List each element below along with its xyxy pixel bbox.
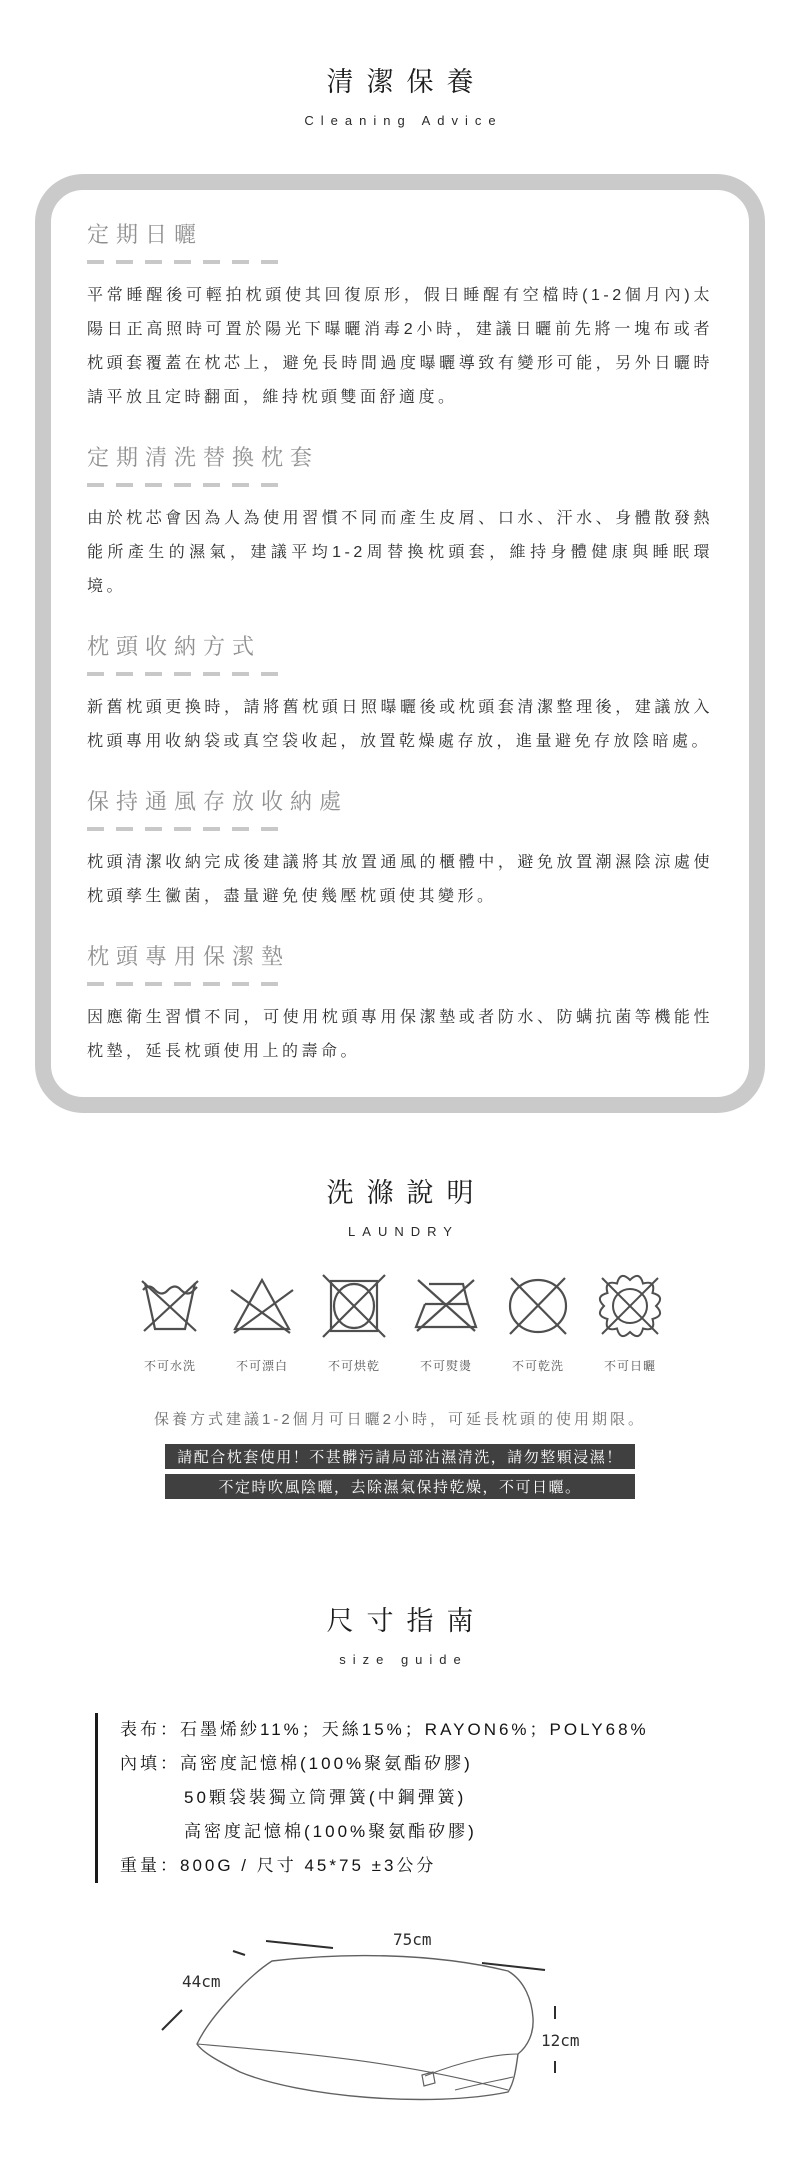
- laundry-icon-label: 不可烘乾: [327, 1359, 380, 1373]
- dimension-depth-label: 44cm: [182, 1972, 221, 1991]
- laundry-subtitle: LAUNDRY: [348, 1224, 459, 1239]
- spec-row-filling: [120, 1747, 800, 1781]
- dashed-divider: [87, 672, 279, 676]
- spec-value: 高密度記憶棉(100%聚氨酯矽膠): [184, 1822, 477, 1841]
- care-section-sun-drying: [87, 218, 713, 415]
- laundry-icon-cell: [313, 1271, 395, 1374]
- spec-block: [95, 1713, 800, 1883]
- spec-value: 50顆袋裝獨立筒彈簧(中鋼彈簧): [184, 1788, 467, 1807]
- no-wash-icon: [135, 1271, 205, 1341]
- dashed-divider: [87, 982, 279, 986]
- laundry-icon-label: 不可日曬: [603, 1359, 656, 1373]
- no-tumble-dry-icon: [319, 1271, 389, 1341]
- laundry-icon-cell: [497, 1271, 579, 1374]
- laundry-icon-label: 不可熨燙: [419, 1359, 472, 1373]
- care-section-heading: 枕頭專用保潔墊: [87, 944, 291, 969]
- spec-row-springs: [120, 1781, 800, 1815]
- pillow-dimension-drawing: [90, 1921, 710, 2161]
- laundry-icon-cell: [221, 1271, 303, 1374]
- spec-row-weight: [120, 1849, 800, 1883]
- pillow-outline: [197, 1956, 533, 2100]
- no-iron-icon: [411, 1271, 481, 1341]
- spec-label: 內填：: [120, 1754, 180, 1773]
- size-guide-subtitle: size guide: [339, 1652, 468, 1667]
- warning-bar-1: 請配合枕套使用！不甚髒污請局部沾濕清洗，請勿整顆浸濕！: [165, 1444, 635, 1469]
- laundry-icon-cell: [129, 1271, 211, 1374]
- spec-row-memory-foam: [120, 1815, 800, 1849]
- laundry-icon-label: 不可水洗: [143, 1359, 196, 1373]
- laundry-icon-cell: [589, 1271, 671, 1374]
- care-section-body: 枕頭清潔收納完成後建議將其放置通風的櫃體中，避免放置潮濕陰涼處使枕頭孳生黴菌，盡量避免使幾壓枕頭使其變形。: [87, 854, 713, 905]
- care-section-storage-method: [87, 630, 713, 759]
- spec-label: 重量：: [120, 1856, 180, 1875]
- cleaning-header: [0, 60, 800, 128]
- dimension-width-label: 75cm: [393, 1930, 432, 1949]
- laundry-icon-cell: [405, 1271, 487, 1374]
- cleaning-title: 清潔保養: [326, 67, 487, 97]
- care-section-body: 平常睡醒後可輕拍枕頭使其回復原形，假日睡醒有空檔時(1-2個月內)太陽日正高照時可置於陽光下曝曬消毒2小時，建議日曬前先將一塊布或者枕頭套覆蓋在枕芯上，避免長時間過度曝曬導致有變形可能，另外日曬時請平放且定時翻面，維持枕頭雙面舒適度。: [87, 287, 713, 406]
- care-section-heading: 保持通風存放收納處: [87, 789, 349, 814]
- pillow-diagram: [90, 1921, 710, 2161]
- laundry-icon-label: 不可漂白: [235, 1359, 288, 1373]
- care-section-ventilation: [87, 785, 713, 914]
- laundry-header: [0, 1171, 800, 1239]
- laundry-icon-label: 不可乾洗: [511, 1359, 564, 1373]
- dimension-ticks: [162, 1941, 555, 2073]
- spec-value: 800G / 尺寸 45*75 ±3公分: [180, 1856, 437, 1875]
- no-dry-clean-icon: [503, 1271, 573, 1341]
- care-section-body: 由於枕芯會因為人為使用習慣不同而產生皮屑、口水、汗水、身體散發熱能所產生的濕氣，建議平均1-2周替換枕頭套，維持身體健康與睡眠環境。: [87, 510, 713, 595]
- laundry-note: 保養方式建議1-2個月可日曬2小時，可延長枕頭的使用期限。: [153, 1411, 647, 1428]
- dashed-divider: [87, 483, 279, 487]
- size-guide-header: [0, 1599, 800, 1667]
- spec-row-fabric: [120, 1713, 800, 1747]
- laundry-icons-row: [0, 1271, 800, 1374]
- care-section-body: 因應衛生習慣不同，可使用枕頭專用保潔墊或者防水、防螨抗菌等機能性枕墊，延長枕頭使用上的壽命。: [87, 1009, 713, 1060]
- care-section-pillowcase-washing: [87, 441, 713, 604]
- size-guide-title: 尺寸指南: [326, 1606, 487, 1636]
- dimension-height-label: 12cm: [541, 2031, 580, 2050]
- care-section-body: 新舊枕頭更換時，請將舊枕頭日照曝曬後或枕頭套清潔整理後，建議放入枕頭專用收納袋或真空袋收起，放置乾燥處存放，進量避免存放陰暗處。: [87, 699, 713, 750]
- dashed-divider: [87, 827, 279, 831]
- care-section-heading: 枕頭收納方式: [87, 634, 262, 659]
- dashed-divider: [87, 260, 279, 264]
- cleaning-subtitle: Cleaning Advice: [304, 113, 503, 128]
- care-section-heading: 定期日曬: [87, 222, 204, 247]
- care-section-heading: 定期清洗替換枕套: [87, 445, 320, 470]
- spec-label: 表布：: [120, 1720, 180, 1739]
- care-section-protector-pad: [87, 940, 713, 1069]
- care-advice-box: [35, 174, 765, 1113]
- no-bleach-icon: [227, 1271, 297, 1341]
- spec-value: 石墨烯紗11%；天絲15%；RAYON6%；POLY68%: [180, 1720, 649, 1739]
- spec-value: 高密度記憶棉(100%聚氨酯矽膠): [180, 1754, 473, 1773]
- laundry-title: 洗滌說明: [326, 1178, 487, 1208]
- no-sun-dry-icon: [595, 1271, 665, 1341]
- warning-bar-2: 不定時吹風陰曬，去除濕氣保持乾燥，不可日曬。: [165, 1474, 635, 1499]
- warning-bars: [0, 1444, 800, 1499]
